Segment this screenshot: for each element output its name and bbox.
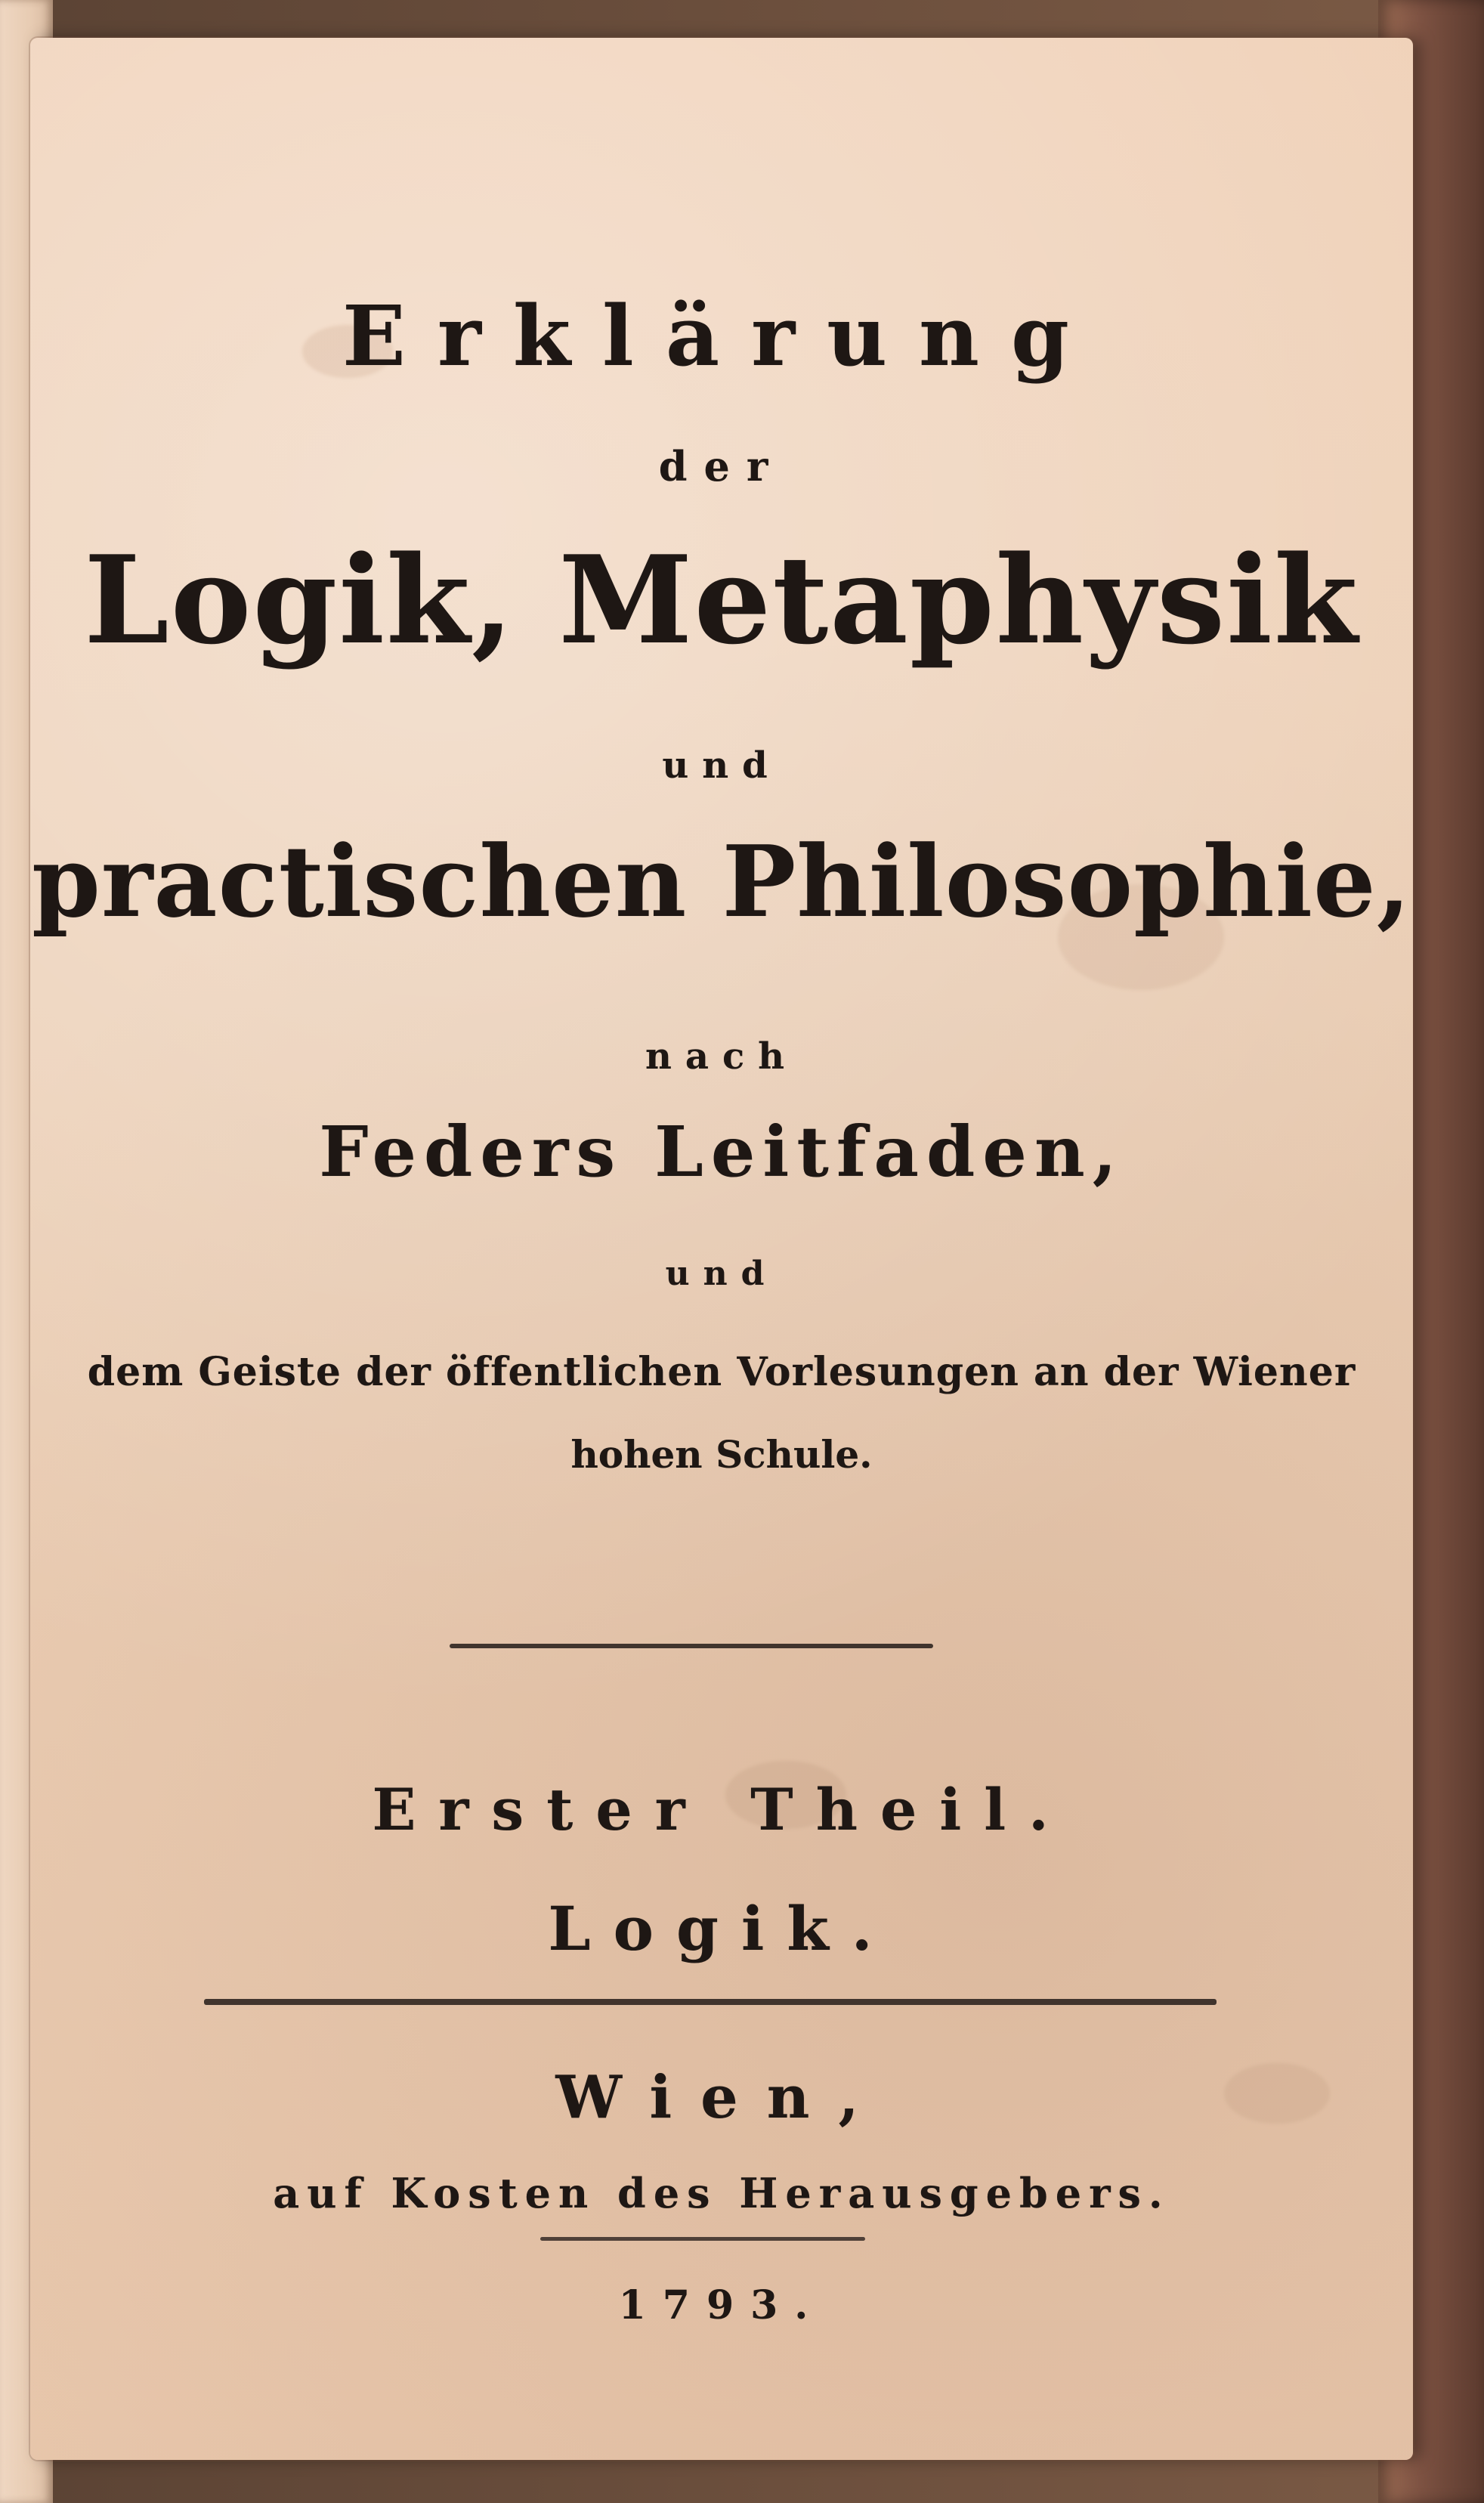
title-page: [30, 38, 1413, 2460]
rule-divider-1: [450, 1644, 933, 1648]
imprint-city: Wien,: [555, 2063, 888, 2132]
title-erklarung: Erklärung: [342, 287, 1101, 385]
part-logik: Logik.: [548, 1893, 895, 1964]
title-und-2: und: [665, 1255, 778, 1293]
title-logik-metaphysik: Logik, Metaphysik: [84, 529, 1359, 671]
part-erster-theil: Erster Theil.: [372, 1776, 1071, 1843]
title-practischen-philosophie: practischen Philosophie,: [32, 824, 1411, 939]
title-und-1: und: [662, 744, 781, 787]
rule-divider-3: [540, 2237, 865, 2241]
title-feders-leitfaden: Feders Leitfaden,: [319, 1111, 1124, 1193]
imprint-publisher: auf Kosten des Herausgebers.: [273, 2169, 1170, 2217]
title-geiste-line: dem Geiste der öffentlichen Vorlesungen an der Wiener: [87, 1349, 1356, 1395]
title-hohen-schule: hohen Schule.: [570, 1432, 873, 1477]
imprint-year: 1793.: [618, 2282, 825, 2328]
title-nach: nach: [645, 1035, 799, 1078]
title-der: der: [658, 442, 785, 490]
rule-divider-2: [204, 1999, 1217, 2005]
